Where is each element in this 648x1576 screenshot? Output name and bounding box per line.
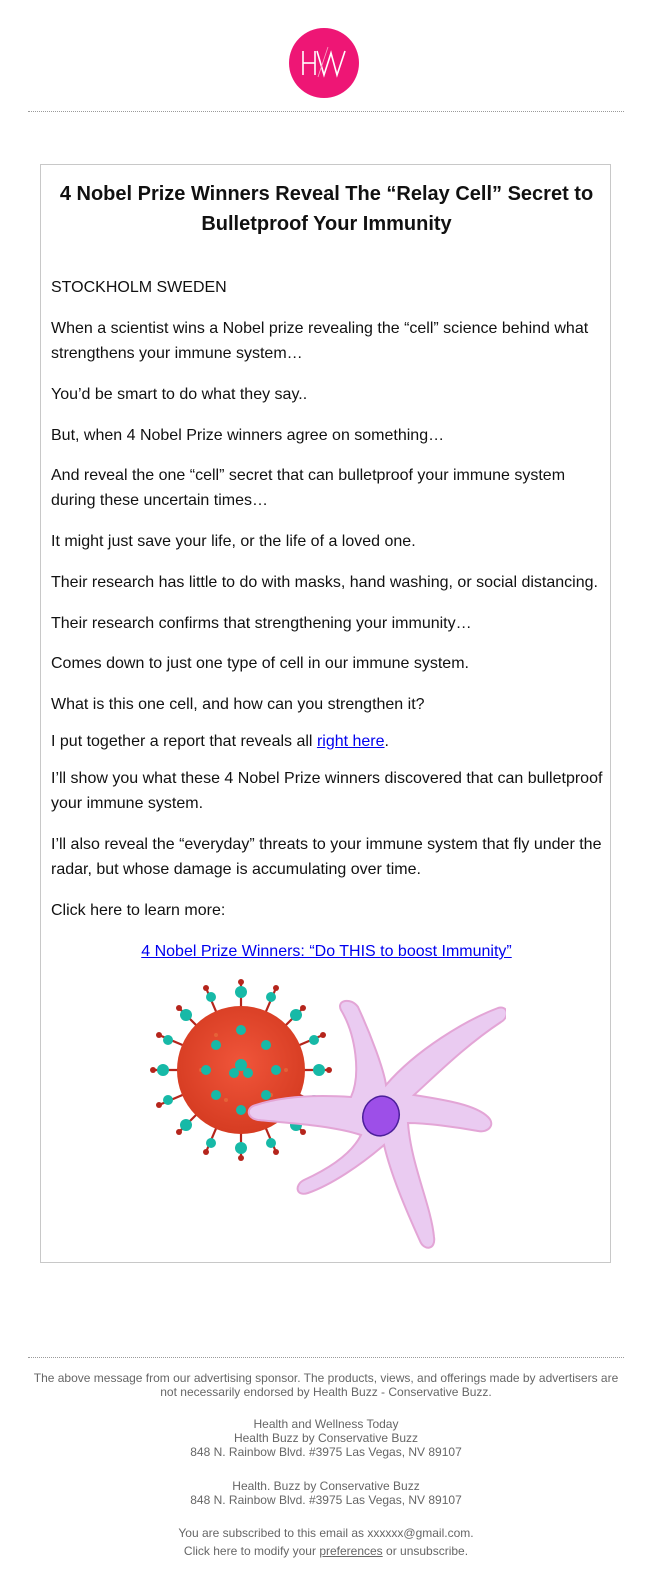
paragraph-7: Their research confirms that strengthening your immunity… <box>51 615 472 632</box>
modify-suffix: or unsubscribe. <box>382 1544 469 1558</box>
paragraph-12: Click here to learn more: <box>51 902 226 919</box>
paragraph-2: You’d be smart to do what they say.. <box>51 386 308 403</box>
paragraph-8: Comes down to just one type of cell in our immune system. <box>51 655 469 672</box>
header-divider <box>28 111 624 112</box>
virus-cell-image <box>146 975 506 1255</box>
paragraph-11: I’ll also reveal the “everyday” threats to your immune system that fly under the radar, but whose damage is accumulating over time. <box>51 836 602 878</box>
report-suffix: . <box>384 733 389 750</box>
article-card <box>40 164 611 1263</box>
footer-subscribed: You are subscribed to this email as xxxxxx@gmail.com. <box>178 1526 474 1540</box>
report-paragraph <box>51 729 603 754</box>
right-here-link[interactable]: right here <box>316 733 385 750</box>
virus-cell-illustration[interactable] <box>146 975 506 1255</box>
footer-sender-org: Health Buzz by Conservative Buzz <box>233 1431 419 1445</box>
paragraph-3: But, when 4 Nobel Prize winners agree on something… <box>51 427 445 444</box>
hw-logo-mark <box>298 43 350 83</box>
hw-logo[interactable] <box>289 28 359 98</box>
paragraph-5: It might just save your life, or the life of a loved one. <box>51 533 416 550</box>
footer-disclaimer: The above message from our advertising sponsor. The products, views, and offerings made by advertisers are not necessarily endorsed by Health Buzz - Conservative Buzz. <box>33 1371 619 1399</box>
paragraph-1: When a scientist wins a Nobel prize revealing the “cell” science behind what strengthens your immune system… <box>51 320 589 362</box>
nobel-cta-link[interactable]: 4 Nobel Prize Winners: “Do THIS to boost Immunity” <box>141 943 512 960</box>
footer-org: Health. Buzz by Conservative Buzz <box>232 1479 420 1493</box>
preferences-link[interactable]: preferences <box>319 1544 383 1558</box>
article-headline: 4 Nobel Prize Winners Reveal The “Relay Cell” Secret to Bulletproof Your Immunity <box>59 183 594 235</box>
paragraph-9: What is this one cell, and how can you strengthen it? <box>51 696 425 713</box>
paragraph-6: Their research has little to do with masks, hand washing, or social distancing. <box>51 574 598 591</box>
paragraph-10: I’ll show you what these 4 Nobel Prize winners discovered that can bulletproof your immune system. <box>51 770 603 812</box>
modify-prefix: Click here to modify your <box>183 1544 320 1558</box>
cta-container <box>41 939 612 964</box>
logo-container <box>0 28 648 98</box>
footer-sender-name: Health and Wellness Today <box>253 1417 399 1431</box>
footer-address: 848 N. Rainbow Blvd. #3975 Las Vegas, NV 89107 <box>190 1493 462 1507</box>
footer-modify <box>28 1544 624 1558</box>
dateline: STOCKHOLM SWEDEN <box>51 279 227 296</box>
report-prefix: I put together a report that reveals all <box>51 733 317 750</box>
footer-sender-address: 848 N. Rainbow Blvd. #3975 Las Vegas, NV 89107 <box>190 1445 462 1459</box>
footer-divider <box>28 1357 624 1358</box>
paragraph-4: And reveal the one “cell” secret that can bulletproof your immune system during these uncertain times… <box>51 467 566 509</box>
